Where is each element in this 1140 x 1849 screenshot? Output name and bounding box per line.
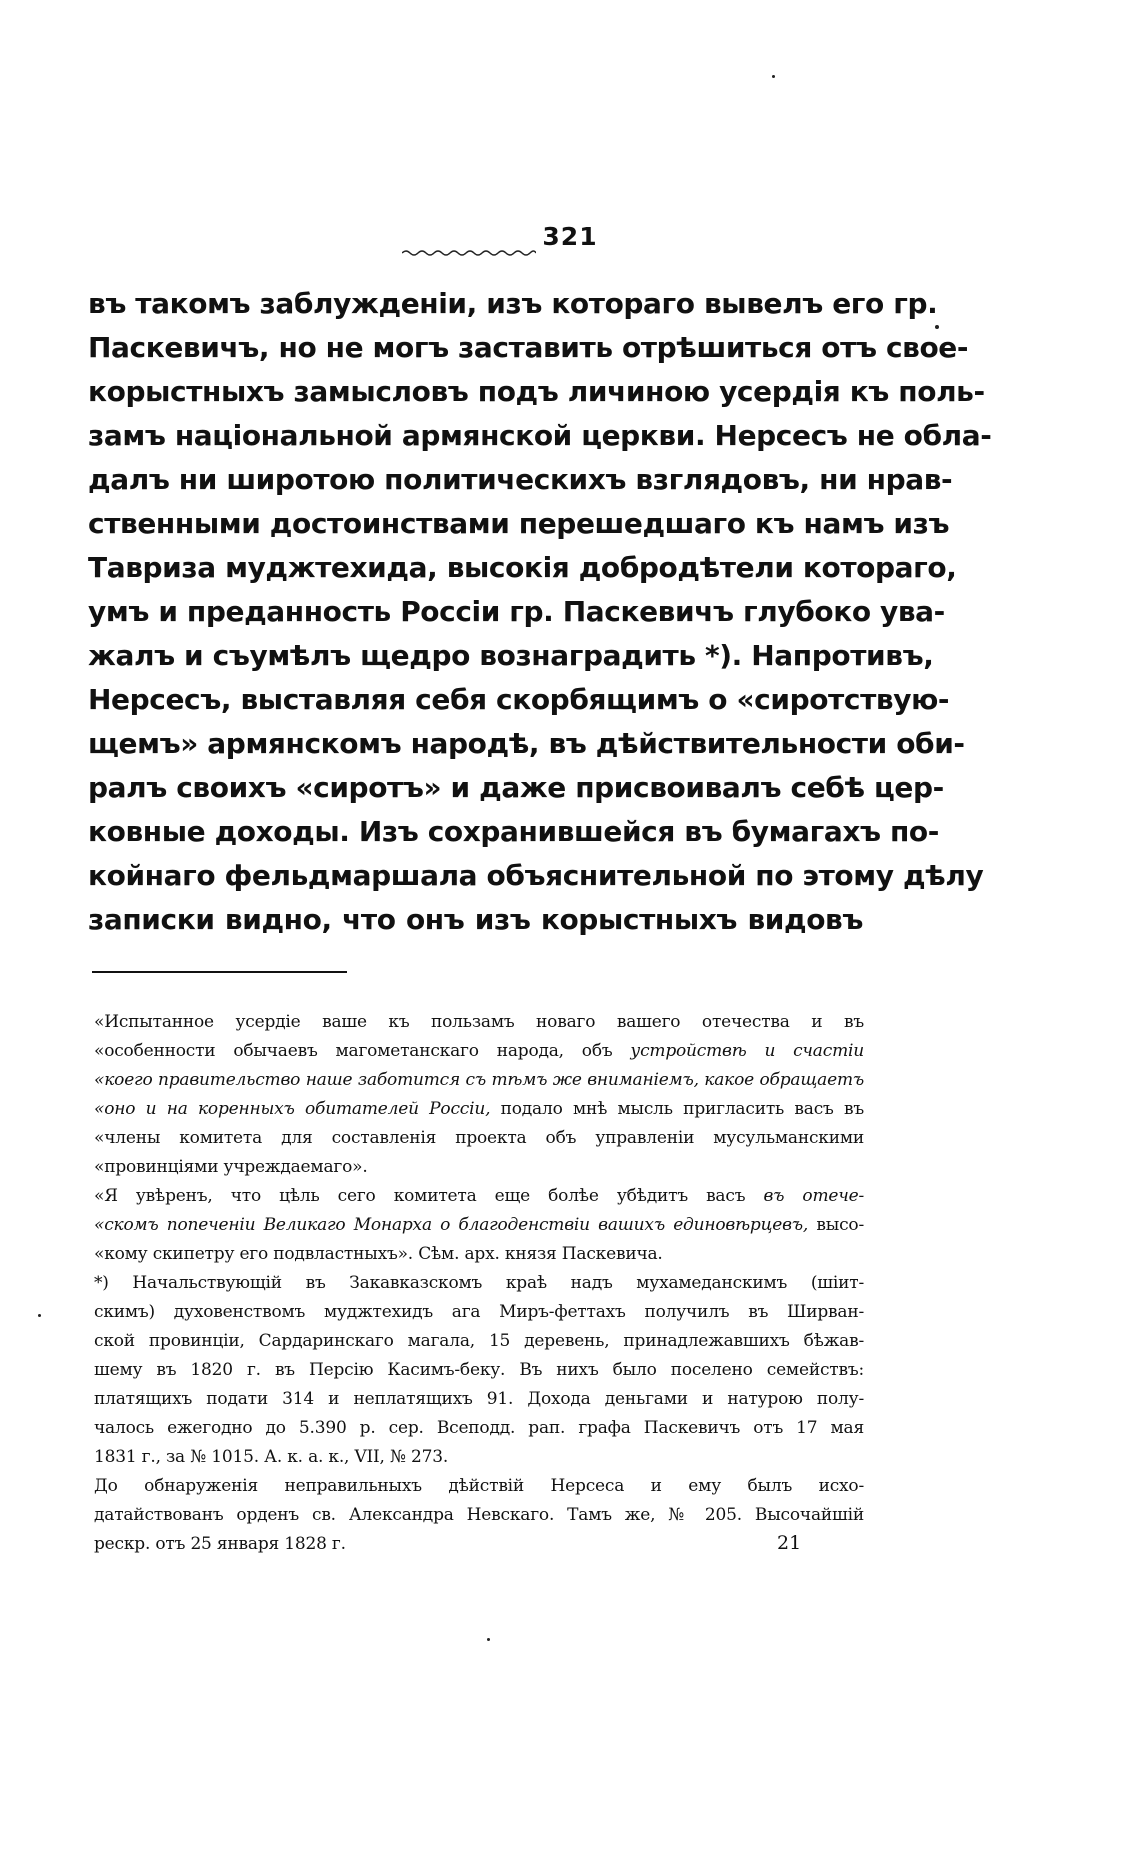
page-number: 321 (542, 222, 598, 251)
footnote-text: «особенности обычаевъ магометанскаго народа, объ (94, 1041, 613, 1061)
main-text-line: умъ и преданность Россіи гр. Паскевичъ глубоко ува- (88, 595, 945, 628)
main-text-line: въ такомъ заблужденіи, изъ котораго вывелъ его гр. (88, 287, 938, 320)
footnote-line: ской провинціи, Сардаринскаго магала, 15 деревень, принадлежавшихъ бѣжав- (94, 1331, 864, 1351)
footnote-line: рескр. отъ 25 января 1828 г. (94, 1534, 346, 1554)
footnote-line: шему въ 1820 г. въ Персію Касимъ-беку. Въ нихъ было поселено семействъ: (94, 1360, 864, 1380)
footnotes (94, 1008, 864, 1559)
main-text-line: ственными достоинствами перешедшаго къ намъ изъ (88, 507, 950, 540)
footnote-text: подало мнѣ мысль пригласить васъ въ (500, 1099, 864, 1119)
footnote-star (94, 1269, 864, 1472)
main-text-line: корыстныхъ замысловъ подъ личиною усердія къ поль- (88, 375, 985, 408)
main-text-line: Нерсесъ, выставляя себя скорбящимъ о «сиротствую- (88, 683, 950, 716)
footnote-emphasis: въ отече- (763, 1186, 865, 1206)
footnote-line: скимъ) духовенствомъ муджтехидъ ага Миръ-феттахъ получилъ въ Ширван- (94, 1302, 864, 1322)
footnote-line: чалось ежегодно до 5.390 р. сер. Всеподд. рап. графа Паскевичъ отъ 17 мая (94, 1418, 864, 1438)
main-text-line: замъ національной армянской церкви. Нерсесъ не обла- (88, 419, 992, 452)
main-text-line: койнаго фельдмаршала объяснительной по этому дѣлу (88, 859, 984, 892)
scan-speck (935, 325, 939, 329)
footnote-second (94, 1472, 864, 1559)
footnote-quote-1 (94, 1008, 864, 1182)
page-number-ornament (402, 249, 536, 257)
footnote-line: «кому скипетру его подвластныхъ». Сѣм. арх. князя Паскевича. (94, 1244, 663, 1264)
footnote-line: «члены комитета для составленія проекта объ управленіи мусульманскими (94, 1128, 864, 1148)
footnote-quote-2 (94, 1182, 864, 1269)
main-text-line: Паскевичъ, но не могъ заставить отрѣшиться отъ свое- (88, 331, 969, 364)
footnote-line: До обнаруженія неправильныхъ дѣйствій Нерсеса и ему былъ исхо- (94, 1476, 864, 1496)
footnote-line: платящихъ подати 314 и неплатящихъ 91. Дохода деньгами и натурою полу- (94, 1389, 864, 1409)
footnote-line (94, 1095, 864, 1124)
footnote-line (94, 1182, 864, 1211)
footnote-emphasis: устройствѣ и счастіи (630, 1041, 864, 1061)
footnote-text: высо- (816, 1215, 864, 1235)
footnote-line: *) Начальствующій въ Закавказскомъ краѣ надъ мухамеданскимъ (шіит- (94, 1273, 864, 1293)
footnote-line: «провинціями учреждаемаго». (94, 1157, 368, 1177)
scan-speck (772, 75, 775, 78)
scan-speck (487, 1638, 490, 1641)
main-text-line: записки видно, что онъ изъ корыстныхъ видовъ (88, 903, 863, 936)
main-text-line: ковные доходы. Изъ сохранившейся въ бумагахъ по- (88, 815, 939, 848)
main-text-line: Тавриза муджтехида, высокія добродѣтели котораго, (88, 551, 957, 584)
footnote-emphasis: «оно и на коренныхъ обитателей Россіи, (94, 1099, 491, 1119)
footnote-emphasis: «скомъ попеченіи Великаго Монарха о благоденствіи вашихъ единовѣрцевъ, (94, 1215, 809, 1235)
main-text-line: щемъ» армянскомъ народѣ, въ дѣйствительности оби- (88, 727, 965, 760)
footnote-line: 1831 г., за № 1015. А. к. а. к., VII, № 273. (94, 1447, 449, 1467)
main-text-line: жалъ и съумѣлъ щедро вознаградить *). Напротивъ, (88, 639, 934, 672)
footnote-line (94, 1037, 864, 1066)
footnote-separator (92, 971, 347, 973)
main-text-line: далъ ни широтою политическихъ взглядовъ, ни нрав- (88, 463, 953, 496)
footnote-text: «Я увѣренъ, что цѣль сего комитета еще болѣе убѣдитъ васъ (94, 1186, 746, 1206)
main-text (88, 282, 992, 942)
scan-speck (38, 1314, 41, 1317)
footnote-line: датайствованъ орденъ св. Александра Невскаго. Тамъ же, № 205. Высочайшій (94, 1505, 864, 1525)
footnote-line (94, 1066, 864, 1095)
main-text-line: ралъ своихъ «сиротъ» и даже присвоивалъ себѣ цер- (88, 771, 944, 804)
footnote-emphasis: «коего правительство наше заботится съ тѣмъ же вниманіемъ, какое обращаетъ (94, 1070, 864, 1090)
footnote-line (94, 1211, 864, 1240)
sheet-signature-number: 21 (777, 1532, 802, 1554)
footnote-line: «Испытанное усердіе ваше къ пользамъ новаго вашего отечества и въ (94, 1012, 864, 1032)
